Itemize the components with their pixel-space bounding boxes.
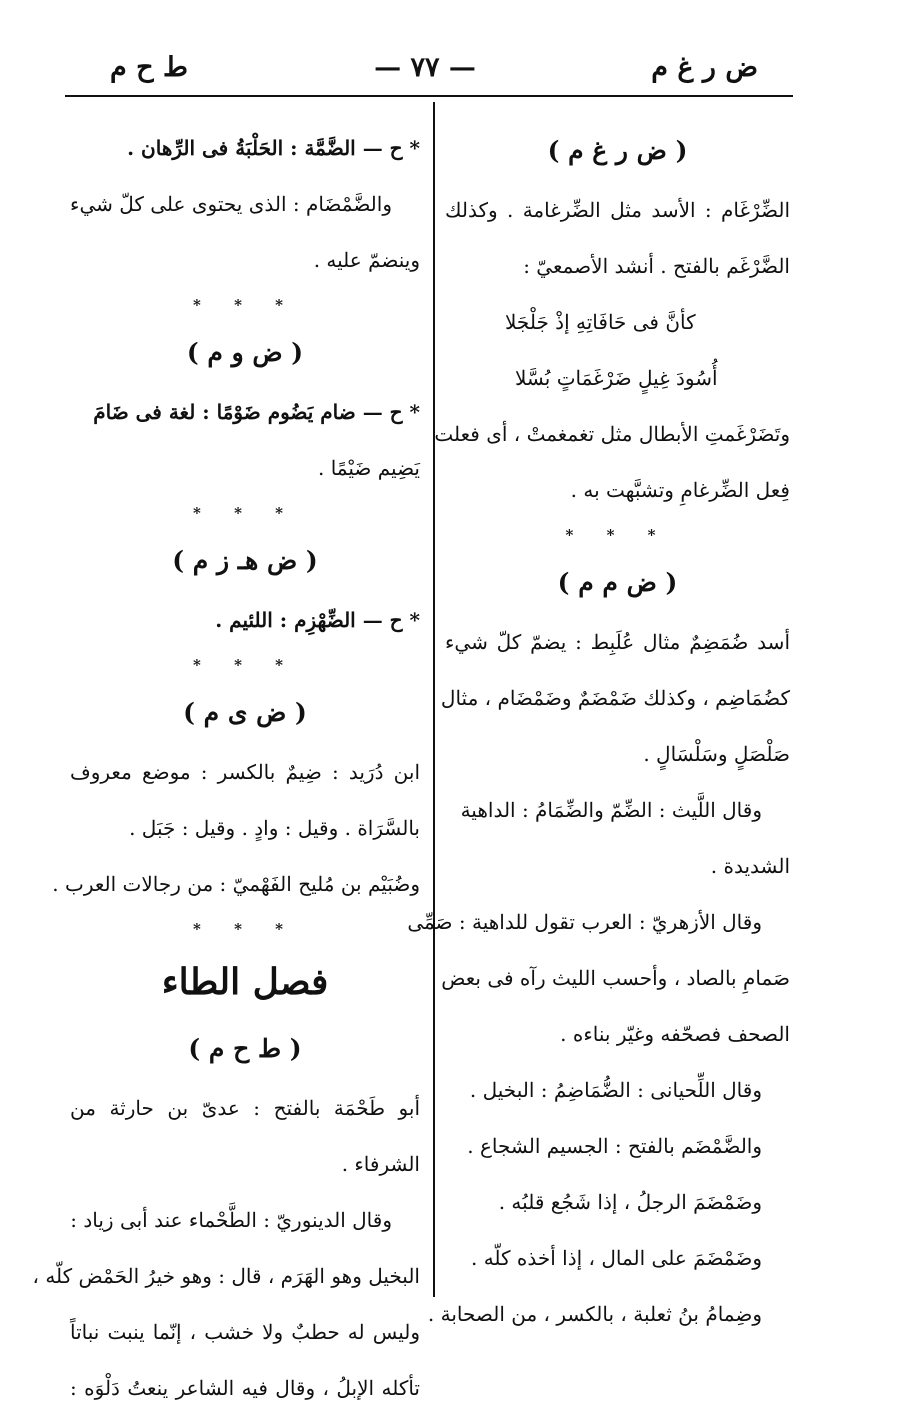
column-divider [433,102,435,1297]
entry-heading: ( ض ى م ) [183,698,307,727]
text-line: وليس له حطبٌ ولا خشب ، إنّما ينبت نباتاً [70,1320,420,1344]
section-separator: * * * [565,526,670,544]
left-column [32,120,420,1416]
marked-entry-line: * ح — الضَّمَّة : الحَلْبَةُ فى الرِّهان . [127,136,420,160]
verse-line: كأنَّ فى حَافَاتِهِ إذْ جَلْجَلا [505,310,696,334]
text-line: بالسَّرَاة . وقيل : وادٍ . وقيل : جَبَل . [129,816,420,840]
text-line: وينضمّ عليه . [313,248,420,272]
entry-heading: ( ض هـ ز م ) [172,546,318,575]
text-line: وقال الأزهريّ : العرب تقول للداهية : صَمِّى [407,910,762,934]
entry-heading: ( ض و م ) [186,338,304,367]
entry-heading: ( ط ح م ) [188,1034,302,1063]
right-column [407,120,790,1342]
text-line: فِعل الضِّرغامِ وتشبَّهت به . [570,478,790,502]
text-line: تأكله الإبلُ ، وقال فيه الشاعر ينعتُ دَلْوَه : [70,1376,420,1400]
text-line: البخيل وهو الهَرَم ، قال : وهو خيرُ الحَمْض كلّه ، [32,1264,420,1288]
marked-entry-line: * ح — الضِّهْزِم : اللئيم . [215,608,420,632]
page-number: — ٧٧ — [374,52,476,83]
text-line: وقال اللِّحيانى : الضُّمَاضِمُ : البخيل . [469,1078,762,1102]
text-line: والضَّمْضَم بالفتح : الجسيم الشجاع . [467,1134,762,1158]
header-rule [65,95,793,97]
section-separator: * * * [193,920,297,938]
header-root-left: ط ح م [110,52,188,83]
text-line: وتَضَرْغَمتِ الأبطال مثل تغمغمتْ ، أى فعلت [434,422,790,446]
section-separator: * * * [193,296,297,314]
text-line: أسد ضُمَضِمٌ مثال عُلَبِط : يضمّ كلّ شيء [445,630,790,654]
text-line: وقال الدينوريّ : الطَّحْماء عند أبى زياد : [70,1208,392,1232]
chapter-title: فصل الطاء [161,961,329,1003]
text-line: الصحف فصحّفه وغيّر بناءه . [560,1022,790,1046]
header-root-right: ض ر غ م [651,52,758,83]
text-line: أبو طَحْمَة بالفتح : عدىّ بن حارثة من [70,1096,420,1120]
text-line: وضَمْضَمَ الرجلُ ، إذا شَجُع قلبُه . [498,1190,762,1214]
text-line: الضِّرْغَام : الأسد مثل الضِّرغامة . وكذلك [445,198,790,222]
text-line: والضَّمْضَام : الذى يحتوى على كلّ شيء [70,192,392,216]
section-separator: * * * [193,656,297,674]
text-line: يَضِيم ضَيْمًا . [317,456,420,480]
text-line: صَلْصَلٍ وسَلْسَالٍ . [643,742,790,766]
text-line: صَمامِ بالصاد ، وأحسب الليث رآه فى بعض [441,966,790,990]
section-separator: * * * [193,504,297,522]
text-line: الضَّرْغَم بالفتح . أنشد الأصمعيّ : [523,254,790,278]
text-line: ابن دُرَيد : ضِيمٌ بالكسر : موضع معروف [70,760,420,784]
text-line: وضِمامُ بنُ ثعلبة ، بالكسر ، من الصحابة . [427,1302,762,1326]
marked-entry-line: * ح — ضام يَضُوم ضَوْمًا : لغة فى ضَامَ [93,400,420,424]
text-line: الشديدة . [710,854,790,878]
text-line: كضُمَاضِم ، وكذلك ضَمْضَمٌ وضَمْضَام ، مثال [440,686,790,710]
verse-line: أُسُودَ غِيلٍ ضَرْغَمَاتٍ بُسَّلا [515,366,718,390]
text-line: وقال اللَّيث : الضِّمّ والضِّمَامُ : الداهية [460,798,762,822]
text-line: الشرفاء . [341,1152,420,1176]
entry-heading: ( ض م م ) [557,568,678,597]
text-line: وضَمْضَمَ على المال ، إذا أخذه كلّه . [470,1246,762,1270]
text-line: وضُبَيْم بن مُليح الفَهْميّ : من رجالات العرب . [52,872,420,896]
entry-heading: ( ض ر غ م ) [547,136,688,165]
